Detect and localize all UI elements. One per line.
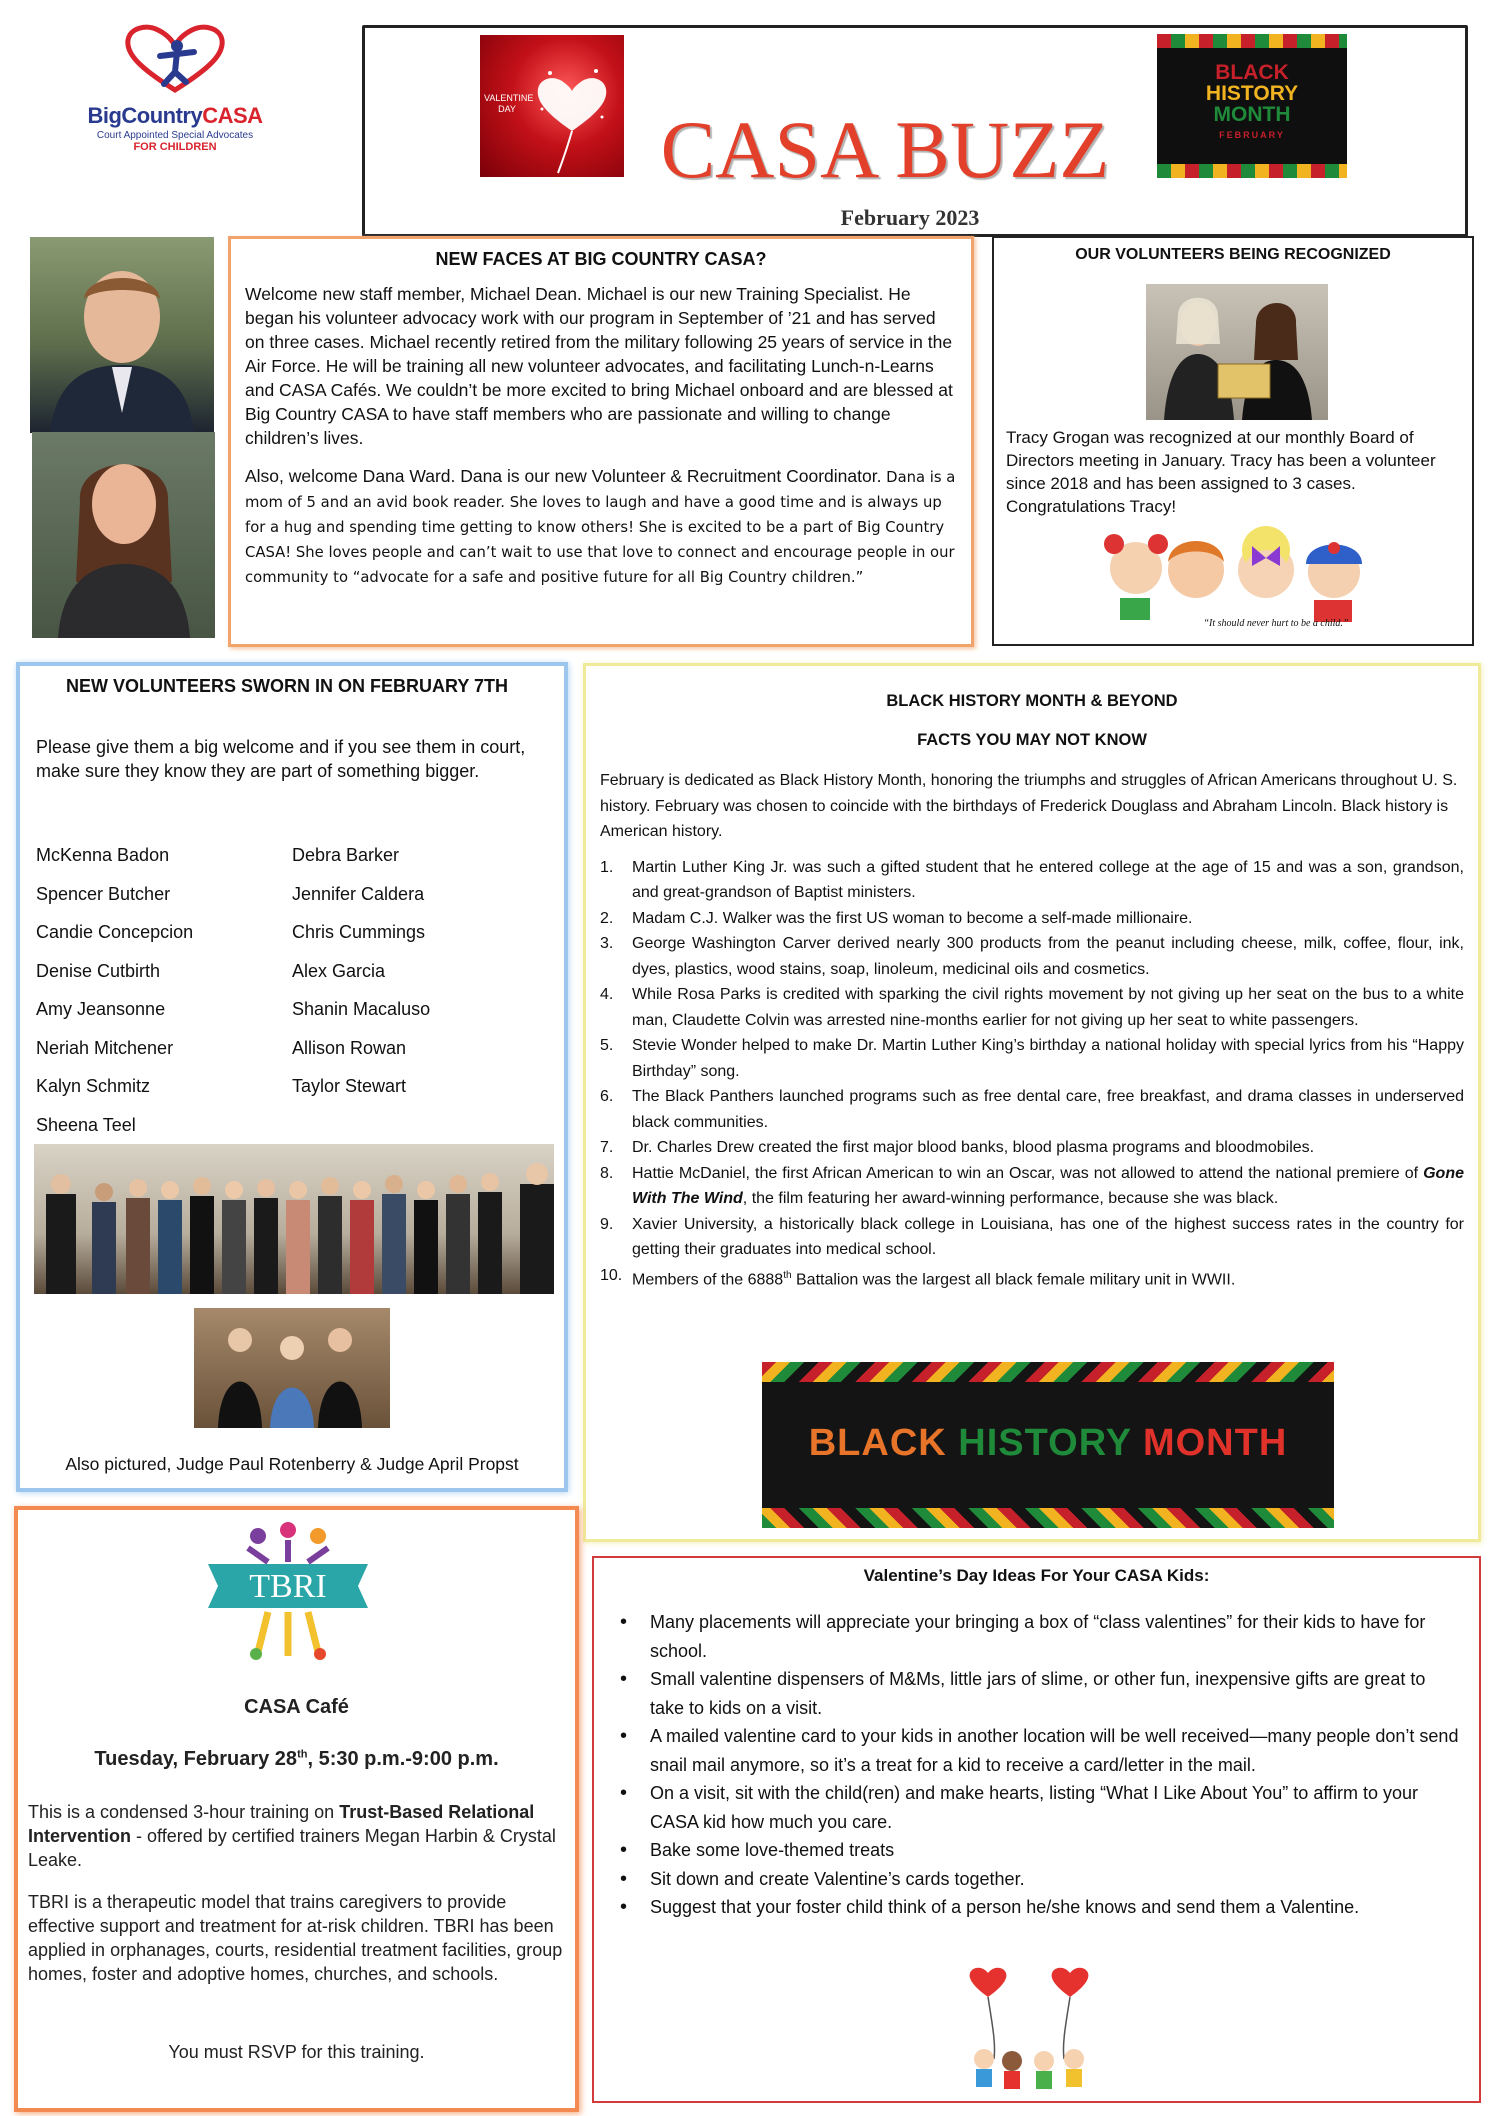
tbri-logo-text: TBRI (249, 1568, 327, 1605)
heart-child-icon (120, 22, 230, 94)
tbri-text: This is a condensed 3-hour training on (28, 1802, 340, 1822)
volunteer-name: Kalyn Schmitz (36, 1076, 151, 1096)
tbri-program-name: Trust-Based Relational Intervention (28, 1802, 535, 1846)
group-photo-volunteers (34, 1144, 554, 1294)
fact-text: Stevie Wonder helped to make Dr. Martin Luther King’s birthday a national holiday with special lyrics from his “Happy Birthday” song. (632, 1037, 1464, 1080)
volunteer-name: McKenna Badon (36, 845, 170, 865)
list-item: • Sit down and create Valentine’s cards together. (614, 1865, 1459, 1894)
list-item: • A mailed valentine card to your kids in another location will be well received—many people don’t send snail mail anymore, so it’s a treat for a kid to receive a card/letter in the mail. (614, 1722, 1459, 1779)
list-item: 6. The Black Panthers launched programs such as free dental care, free breakfast, and drama classes in underserved black communities. (600, 1088, 1464, 1131)
time-text: , 5:30 p.m.-9:00 p.m. (307, 1748, 499, 1770)
film-title: Gone With The Wind (632, 1164, 1464, 1207)
volunteer-name: Taylor Stewart (292, 1076, 407, 1096)
volunteer-name: Chris Cummings (292, 922, 426, 942)
list-item: 9. Xavier University, a historically black college in Louisiana, has one of the highest success rates in the country for getting their graduates into medical school. (600, 1215, 1464, 1258)
kids-with-heart-balloons-image (954, 1963, 1104, 2093)
list-item: 1. Martin Luther King Jr. was such a gifted student that he entered college at the age of 15 and was a son, grandson, and great-grandson of Baptist ministers. (600, 858, 1464, 901)
valentine-ideas-title: Valentine’s Day Ideas For Your CASA Kids: (863, 1566, 1210, 1585)
volunteer-names-left (36, 836, 193, 1144)
volunteer-name: Alex Garcia (292, 960, 386, 981)
list-item: 10. Members of the 6888th Battalion was the largest all black female military unit in WWII. (600, 1266, 1236, 1288)
fact-text: Madam C.J. Walker was the first US woman to become a self-made millionaire. (632, 909, 1193, 927)
volunteer-name: Neriah Mitchener (36, 1037, 174, 1058)
casa-cafe-date (18, 1748, 575, 1771)
volunteer-name: Candie Concepcion (36, 922, 194, 942)
michael-dean-paragraph: Welcome new staff member, Michael Dean. Michael is our new Training Specialist. He began his volunteer advocacy work with our program in September of ’21 and has served on three cases. Michael recently retired from the military following 25 years of service in the Air Force. He will be training all new volunteer advocates, and facilitating Lunch-n-Learns and CASA Cafés. We couldn’t be more excited to bring Michael onboard and are blessed at Big Country CASA to have staff members who are passionate and willing to change children’s lives. (245, 284, 953, 448)
dana-ward-bio: Dana is a mom of 5 and an avid book reader. She loves to laugh and have a good time and is always up for a hug and spending time getting to know others! She is excited to be a part of Big Country CASA! She loves people and can’t wait to use that love to connect and encourage people in our community to “advocate for a safe and positive future for all Big Country children.” (245, 469, 956, 586)
brand-name-b: CASA (202, 103, 263, 128)
list-item: 5. Stevie Wonder helped to make Dr. Martin Luther King’s birthday a national holiday with special lyrics from his “Happy Birthday” song. (600, 1037, 1464, 1080)
black-history-section (583, 663, 1481, 1542)
dana-ward-intro: Also, welcome Dana Ward. Dana is our new Volunteer & Recruitment Coordinator. (245, 466, 882, 486)
list-item: • Many placements will appreciate your bringing a box of “class valentines” for their kids to have for school. (614, 1608, 1459, 1665)
volunteer-name: Spencer Butcher (36, 883, 171, 904)
kids-cartoon-image (1090, 518, 1382, 633)
kids-caption: “It should never hurt to be a child.” (1203, 618, 1349, 629)
bhm-word-4: FEBRUARY (1219, 130, 1285, 140)
new-faces-section (228, 236, 974, 647)
volunteer-name: Sheena Teel (36, 1114, 136, 1135)
volunteer-recognition-section (992, 236, 1474, 646)
volunteers-intro: Please give them a big welcome and if you see them in court, make sure they know they are part of something bigger. (36, 737, 526, 781)
black-history-month-banner (762, 1362, 1334, 1528)
tbri-casa-cafe-section (14, 1506, 579, 2112)
volunteers-title: NEW VOLUNTEERS SWORN IN ON FEBRUARY 7TH (65, 676, 509, 696)
list-item: 8. Hattie McDaniel, the first African American to win an Oscar, was not allowed to attend the national premiere of Gone With The Wind, the film featuring her award-winning performance, because she was black. (600, 1164, 1464, 1207)
volunteer-name: Jennifer Caldera (292, 883, 425, 904)
photo-dana-ward (32, 432, 215, 638)
bhm-word-3: MONTH (1213, 103, 1291, 126)
volunteer-name: Amy Jeansonne (36, 999, 166, 1019)
bhm-subtitle: FACTS YOU MAY NOT KNOW (917, 731, 1147, 749)
superscript: th (297, 1748, 308, 1761)
volunteer-names-right (292, 836, 430, 1106)
recognition-body: Tracy Grogan was recognized at our monthly Board of Directors meeting in January. Tracy has been a volunteer since 2018 and has been assigned to 3 cases. Congratulations Tracy! (1006, 428, 1436, 516)
fact-text: Members of the 6888 (632, 1270, 784, 1288)
valentine-day-text: VALENTINE DAY (484, 93, 534, 114)
list-item: • Bake some love-themed treats (614, 1836, 1459, 1865)
newsletter-title: CASA BUZZ (660, 104, 1110, 195)
banner-word-history: HISTORY (958, 1422, 1132, 1464)
volunteer-name: Debra Barker (292, 845, 400, 865)
banner-word-black: BLACK (808, 1422, 947, 1464)
fact-text: The Black Panthers launched programs such as free dental care, free breakfast, and drama classes in underserved black communities. (632, 1088, 1464, 1131)
valentine-day-image (480, 35, 624, 177)
date-text: Tuesday, February 28 (94, 1748, 298, 1770)
list-item: • Suggest that your foster child think of a person he/she knows and send them a Valentine. (614, 1893, 1459, 1922)
valentine-ideas-list (614, 1608, 1459, 1922)
volunteer-name: Shanin Macaluso (292, 999, 431, 1019)
recognition-title: OUR VOLUNTEERS BEING RECOGNIZED (1075, 246, 1391, 263)
list-item: 2. Madam C.J. Walker was the first US woman to become a self-made millionaire. (600, 909, 1193, 927)
fact-text: Dr. Charles Drew created the first major blood banks, blood plasma programs and bloodmobiles. (632, 1139, 1315, 1156)
photo-tracy-grogan-award (1146, 284, 1328, 420)
casa-logo (70, 22, 280, 162)
tbri-description (28, 1800, 558, 1872)
bhm-title: BLACK HISTORY MONTH & BEYOND (886, 692, 1178, 710)
list-item: 4. While Rosa Parks is credited with sparking the civil rights movement by not giving up her seat on the bus to a white man, Claudette Colvin was arrested nine-months earlier for not giving up her seat to white passengers. (600, 986, 1464, 1029)
valentine-ideas-section (592, 1556, 1481, 2103)
volunteer-name: Allison Rowan (292, 1037, 407, 1058)
fact-text: , the film featuring her award-winning performance, because she was black. (742, 1190, 1279, 1207)
tbri-logo (198, 1522, 378, 1662)
banner-word-month: MONTH (1142, 1422, 1288, 1464)
fact-text: Hattie McDaniel, the first African American to win an Oscar, was not allowed to attend the national premiere of (632, 1164, 1424, 1182)
judges-caption: Also pictured, Judge Paul Rotenberry & Judge April Propst (65, 1454, 519, 1474)
rsvp-note: You must RSVP for this training. (168, 2042, 425, 2062)
logo-subtitle: Court Appointed Special Advocates (96, 130, 254, 141)
list-item: • Small valentine dispensers of M&Ms, little jars of slime, or other fun, inexpensive gifts are great to take to kids on a visit. (614, 1665, 1459, 1722)
bhm-word-1: BLACK (1215, 61, 1289, 84)
list-item: 3. George Washington Carver derived nearly 300 products from the peanut including cheese, milk, coffee, flour, ink, dyes, plastics, wood stains, soap, linoleum, medicinal oils and cosmetics. (600, 935, 1464, 978)
fact-text: Martin Luther King Jr. was such a gifted student that he entered college at the age of 15 and was a son, grandson, and great-grandson of Baptist ministers. (632, 858, 1464, 901)
fact-text: Battalion was the largest all black female military unit in WWII. (791, 1270, 1236, 1288)
logo-subtitle-2: FOR CHILDREN (133, 141, 217, 153)
list-item: • On a visit, sit with the child(ren) and make hearts, listing “What I Like About You” to affirm to your CASA kid how much you care. (614, 1779, 1459, 1836)
fact-text: Xavier University, a historically black college in Louisiana, has one of the highest success rates in the country for getting their graduates into medical school. (632, 1215, 1464, 1258)
black-history-month-image (1157, 34, 1347, 178)
brand-name-a: BigCountry (87, 103, 203, 128)
fact-text: George Washington Carver derived nearly 300 products from the peanut including cheese, milk, coffee, flour, ink, dyes, plastics, wood stains, soap, linoleum, medicinal oils and cosmetics. (632, 935, 1464, 978)
tbri-text: - offered by certified trainers Megan Harbin & Crystal Leake. (28, 1826, 556, 1870)
bhm-intro: February is dedicated as Black History Month, honoring the triumphs and struggles of African Americans throughout U. S. history. February was chosen to coincide with the birthdays of Frederick Douglass and Abraham Lincoln. Black history is American history. (600, 772, 1458, 840)
superscript: th (783, 1269, 792, 1281)
issue-date: February 2023 (840, 205, 980, 230)
photo-michael-dean (30, 237, 214, 433)
casa-cafe-title: CASA Café (244, 1696, 349, 1718)
new-faces-title: NEW FACES AT BIG COUNTRY CASA? (435, 249, 767, 269)
bhm-facts-list (600, 855, 1464, 1293)
bhm-word-2: HISTORY (1205, 82, 1299, 105)
fact-text: While Rosa Parks is credited with sparking the civil rights movement by not giving up her seat on the bus to a white man, Claudette Colvin was arrested nine-months earlier for not giving up her seat to white passengers. (632, 986, 1464, 1029)
new-volunteers-section (16, 662, 568, 1492)
tbri-model-description: TBRI is a therapeutic model that trains caregivers to provide effective support and treatment for at-risk children. TBRI has been applied in orphanages, courts, residential treatment facilities, group homes, foster and adoptive homes, churches, and schools. (28, 1892, 563, 1984)
list-item: 7. Dr. Charles Drew created the first major blood banks, blood plasma programs and bloodmobiles. (600, 1139, 1315, 1156)
judges-photo (194, 1308, 390, 1428)
volunteer-name: Denise Cutbirth (36, 960, 161, 981)
